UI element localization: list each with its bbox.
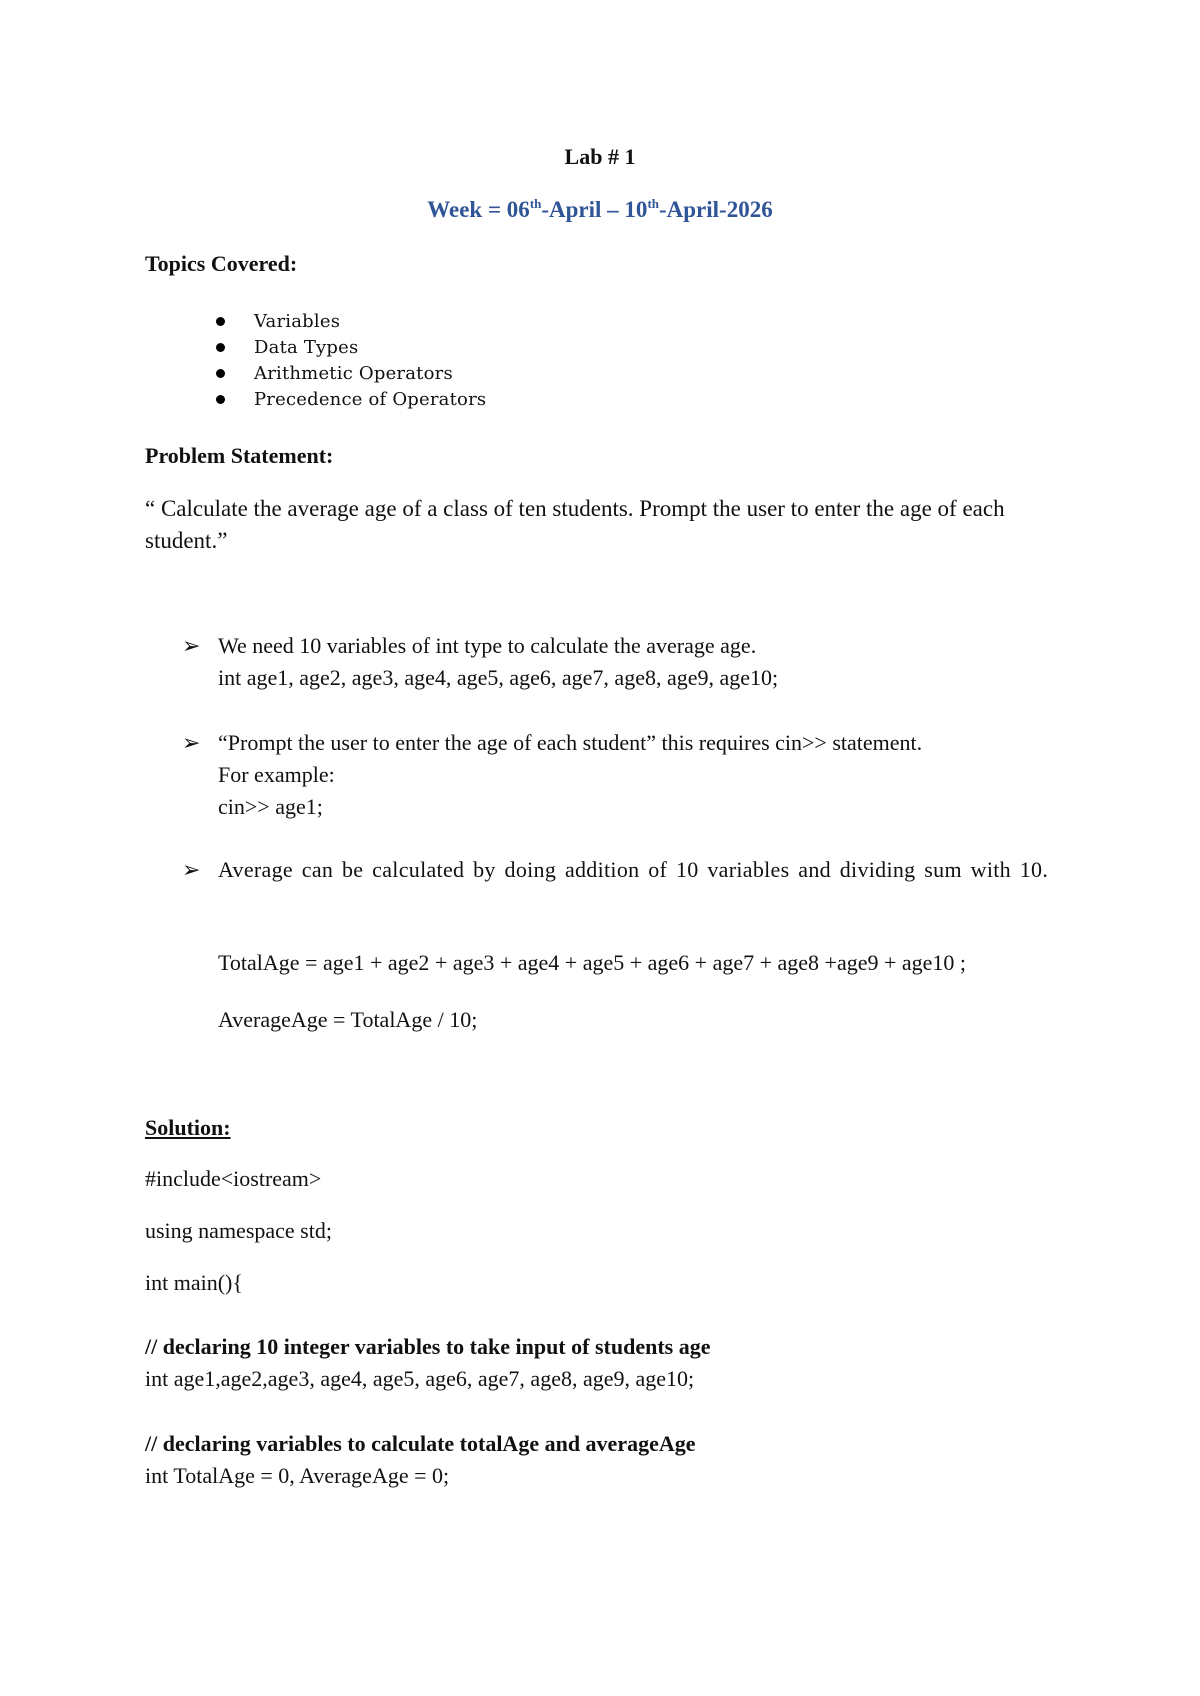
code-declaration: int TotalAge = 0, AverageAge = 0;	[145, 1463, 450, 1488]
week-sup-1: th	[529, 196, 542, 211]
step-example-label: For example:	[218, 762, 335, 787]
list-item	[216, 387, 486, 413]
problem-statement: “ Calculate the average age of a class of ten students. Prompt the user to enter the age of each student.”	[145, 496, 1005, 553]
bullet-icon	[216, 317, 225, 326]
arrow-bullet-icon: ➢	[182, 633, 201, 658]
list-item	[216, 361, 486, 387]
arrow-bullet-icon: ➢	[182, 857, 201, 882]
topic-label: Arithmetic Operators	[254, 363, 453, 384]
page-title: Lab # 1	[564, 144, 636, 169]
average-age-formula: AverageAge = TotalAge / 10;	[218, 1007, 478, 1032]
week-range	[0, 197, 1200, 223]
topic-label: Precedence of Operators	[254, 389, 487, 410]
week-middle: -April – 10	[541, 197, 648, 222]
arrow-bullet-icon: ➢	[182, 730, 201, 755]
bullet-icon	[216, 395, 225, 404]
step-text: Average can be calculated by doing addition of 10 variables and dividing sum with 10.	[218, 857, 1049, 882]
list-item	[216, 309, 486, 335]
code-include: #include<iostream>	[145, 1166, 322, 1191]
week-prefix: Week = 06	[427, 197, 530, 222]
topics-list	[216, 309, 486, 413]
week-suffix: -April-2026	[659, 197, 773, 222]
code-namespace: using namespace std;	[145, 1218, 332, 1243]
topics-heading: Topics Covered:	[145, 251, 298, 276]
topic-label: Data Types	[254, 337, 359, 358]
code-declaration: int age1,age2,age3, age4, age5, age6, age7, age8, age9, age10;	[145, 1366, 695, 1391]
code-main: int main(){	[145, 1270, 243, 1295]
week-sup-2: th	[647, 196, 659, 211]
step-text: We need 10 variables of int type to calculate the average age.	[218, 633, 757, 658]
code-comment: // declaring 10 integer variables to take input of students age	[145, 1334, 711, 1359]
step-code: int age1, age2, age3, age4, age5, age6, age7, age8, age9, age10;	[218, 665, 779, 690]
step-code: cin>> age1;	[218, 794, 323, 819]
topic-label: Variables	[254, 311, 341, 332]
total-age-formula: TotalAge = age1 + age2 + age3 + age4 + age5 + age6 + age7 + age8 +age9 + age10 ;	[218, 950, 967, 975]
solution-heading: Solution:	[145, 1115, 231, 1140]
step-text: “Prompt the user to enter the age of each student” this requires cin>> statement.	[218, 730, 923, 755]
problem-heading: Problem Statement:	[145, 443, 334, 468]
bullet-icon	[216, 369, 225, 378]
bullet-icon	[216, 343, 225, 352]
code-comment: // declaring variables to calculate totalAge and averageAge	[145, 1431, 696, 1456]
list-item	[216, 335, 486, 361]
